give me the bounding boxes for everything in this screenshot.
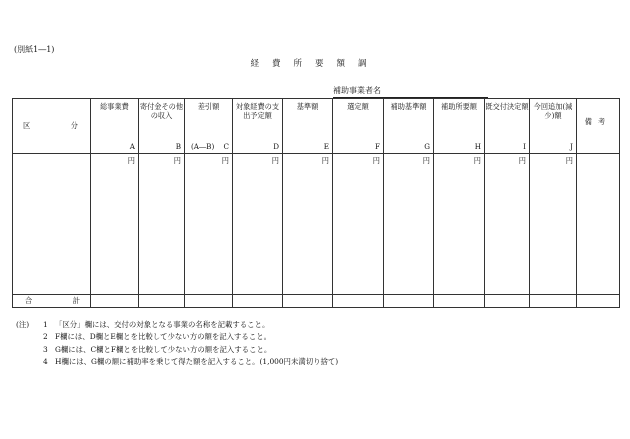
col-header-b: 寄付金その他の収入 B bbox=[139, 99, 185, 154]
remarks-header: 備考 bbox=[577, 99, 620, 154]
total-remarks[interactable] bbox=[577, 295, 620, 308]
cell-j[interactable]: 円 bbox=[530, 154, 577, 295]
col-header-j: 今回追加(減少)額 J bbox=[530, 99, 577, 154]
total-b[interactable] bbox=[139, 295, 185, 308]
col-header-i: 既交付決定額 I bbox=[485, 99, 530, 154]
remarks-cell[interactable] bbox=[577, 154, 620, 295]
kubun-char-1: 区 bbox=[23, 121, 31, 130]
table-body-row bbox=[13, 154, 620, 295]
col-header-d: 対象経費の支出予定額 D bbox=[233, 99, 283, 154]
col-header-h: 補助所要額 H bbox=[434, 99, 485, 154]
note-item: 4 H欄には、G欄の額に補助率を乗じて得た額を記入すること。(1,000円未満切り捨て) bbox=[43, 357, 339, 367]
col-header-e: 基準額 E bbox=[283, 99, 333, 154]
cell-a[interactable]: 円 bbox=[91, 154, 139, 295]
cell-c[interactable]: 円 bbox=[185, 154, 233, 295]
total-g[interactable] bbox=[384, 295, 434, 308]
total-f[interactable] bbox=[333, 295, 384, 308]
total-h[interactable] bbox=[434, 295, 485, 308]
total-a[interactable] bbox=[91, 295, 139, 308]
cell-f[interactable]: 円 bbox=[333, 154, 384, 295]
note-item: 2 F欄には、D欄とE欄とを比較して少ない方の額を記入すること。 bbox=[43, 332, 271, 342]
total-i[interactable] bbox=[485, 295, 530, 308]
cell-g[interactable]: 円 bbox=[384, 154, 434, 295]
form-label: (別紙1―1) bbox=[14, 45, 55, 54]
total-d[interactable] bbox=[233, 295, 283, 308]
kubun-header bbox=[13, 99, 91, 154]
cell-d[interactable]: 円 bbox=[233, 154, 283, 295]
note-item: (注) 1 「区分」欄には、交付の対象となる事業の名称を記載すること。 bbox=[16, 320, 270, 329]
col-header-c: 差引額 (A―B) C bbox=[185, 99, 233, 154]
cell-h[interactable]: 円 bbox=[434, 154, 485, 295]
total-label-cell: 合 計 bbox=[13, 295, 91, 308]
total-c[interactable] bbox=[185, 295, 233, 308]
total-j[interactable] bbox=[530, 295, 577, 308]
expense-table bbox=[12, 98, 620, 308]
kubun-cell[interactable] bbox=[13, 154, 91, 295]
cell-i[interactable]: 円 bbox=[485, 154, 530, 295]
kubun-char-2: 分 bbox=[70, 121, 78, 130]
col-header-g: 補助基準額 G bbox=[384, 99, 434, 154]
notes-section bbox=[16, 319, 338, 369]
col-header-a: 総事業費 A bbox=[91, 99, 139, 154]
note-item: 3 G欄には、C欄とF欄とを比較して少ない方の額を記入すること。 bbox=[43, 344, 272, 354]
total-row bbox=[13, 295, 620, 308]
cell-b[interactable]: 円 bbox=[139, 154, 185, 295]
org-name-field[interactable]: 補助事業者名 bbox=[333, 85, 488, 98]
table-header-row bbox=[13, 99, 620, 154]
cell-e[interactable]: 円 bbox=[283, 154, 333, 295]
total-e[interactable] bbox=[283, 295, 333, 308]
page-title: 経費所要額調 bbox=[250, 59, 380, 69]
col-header-f: 選定額 F bbox=[333, 99, 384, 154]
